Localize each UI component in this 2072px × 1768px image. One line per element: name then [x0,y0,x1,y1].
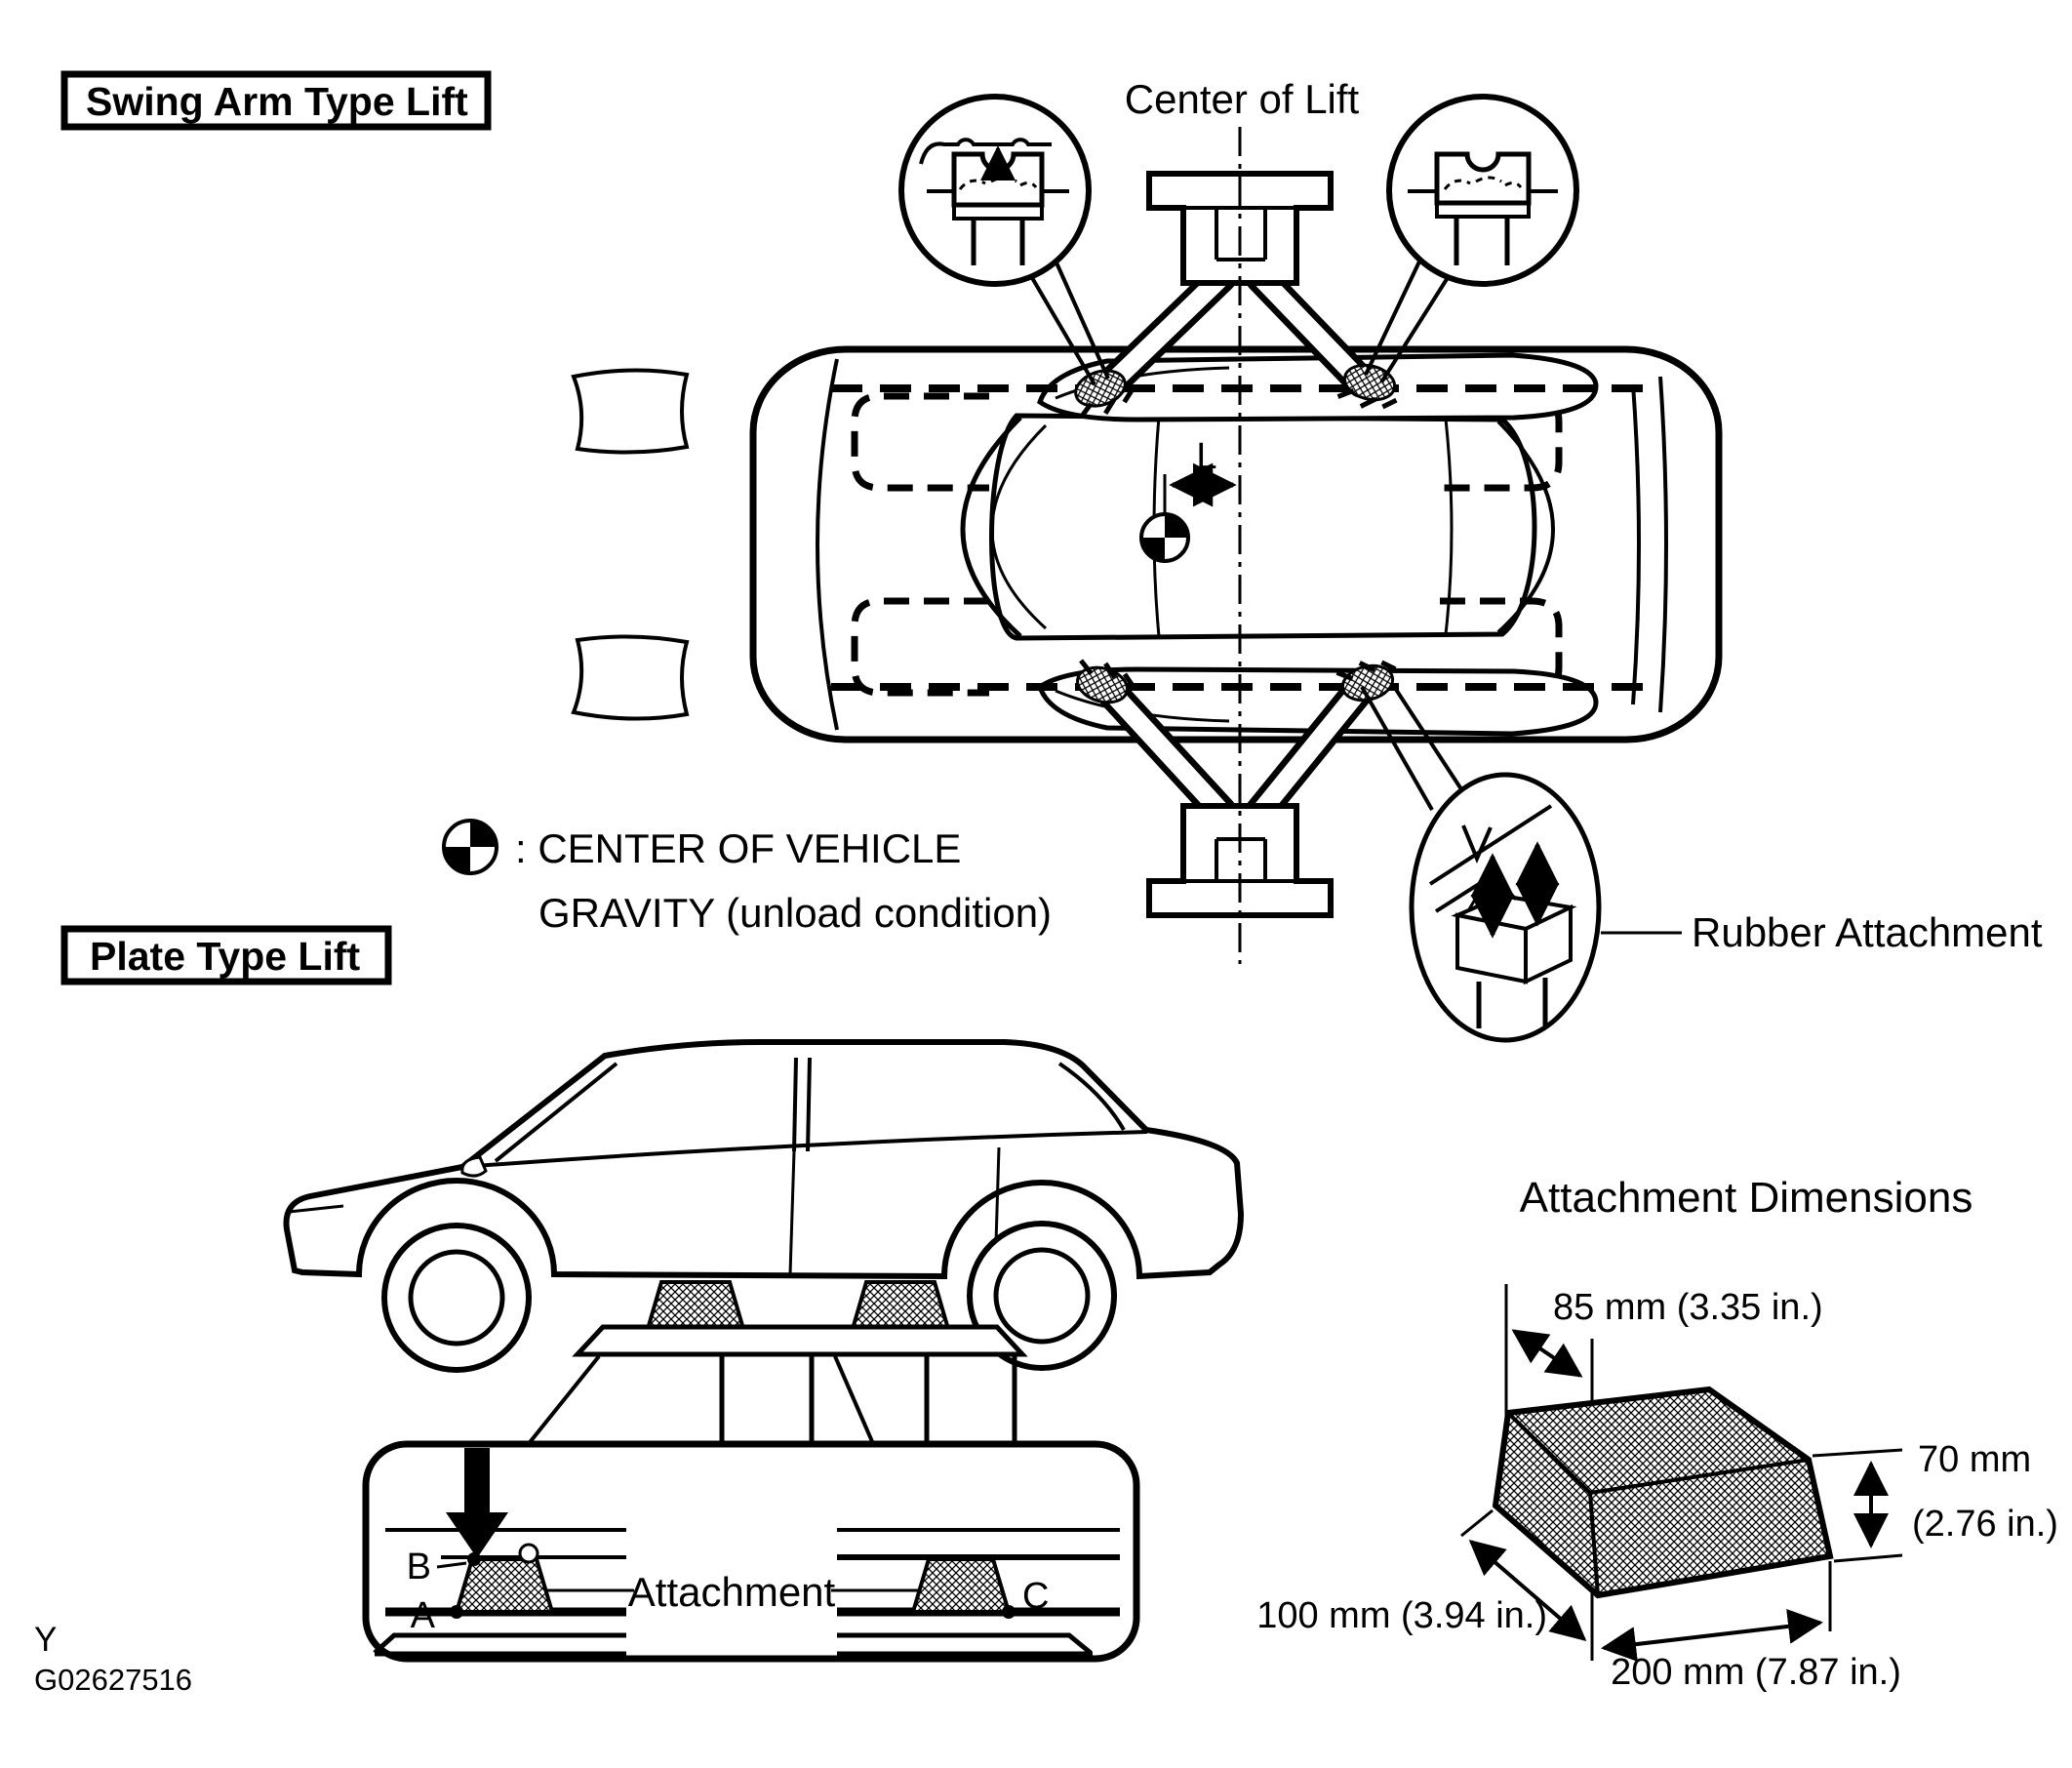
swing-arm-section [64,74,2043,1040]
attachment-dimensions [1256,1174,2058,1693]
center-of-lift-label: Center of Lift [1124,76,1360,122]
rubber-block-3d [1495,1389,1830,1595]
point-c-label: C [1022,1576,1050,1617]
figure-footer [34,1621,192,1697]
dim-depth: 100 mm (3.94 in.) [1256,1595,1547,1636]
swing-section-title-box [64,74,488,127]
distance-l-label: L [1196,436,1217,477]
headlight-left-bottom [574,636,687,718]
dim-height-mm: 70 mm [1918,1439,2032,1480]
plate-lift-section [64,929,1241,1659]
plate-lift [527,1282,1022,1446]
dim-height-in: (2.76 in.) [1912,1504,2058,1545]
plate-section-title: Plate Type Lift [90,934,361,979]
point-b-label: B [406,1547,431,1587]
dim-top-width: 85 mm (3.35 in.) [1553,1287,1823,1328]
center-of-gravity-icon [444,821,497,873]
cg-legend-line2: GRAVITY (unload condition) [538,890,1053,936]
detail-circle-right [1366,97,1576,382]
car-side-view [287,1042,1242,1370]
cg-legend [444,821,1052,936]
headlight-left-top [574,370,687,452]
attachment-detail-box [366,1444,1136,1659]
page-marker: Y [34,1621,58,1659]
center-of-gravity-icon [1141,514,1188,561]
point-a-label: A [410,1595,435,1636]
dim-length: 200 mm (7.87 in.) [1611,1652,1901,1693]
attachment-dimensions-title: Attachment Dimensions [1519,1174,1973,1222]
attachment-label: Attachment [627,1569,836,1615]
swing-section-title: Swing Arm Type Lift [86,79,468,124]
cabin-outline [992,416,1535,638]
rubber-attachment-label: Rubber Attachment [1692,909,2043,955]
side-mirror [462,1157,486,1176]
detail-circle-left [901,97,1108,384]
figure-id: G02627516 [34,1663,193,1697]
plate-section-title-box [64,929,388,982]
front-wheel [384,1226,529,1370]
cg-legend-line1: : CENTER OF VEHICLE [515,825,962,871]
